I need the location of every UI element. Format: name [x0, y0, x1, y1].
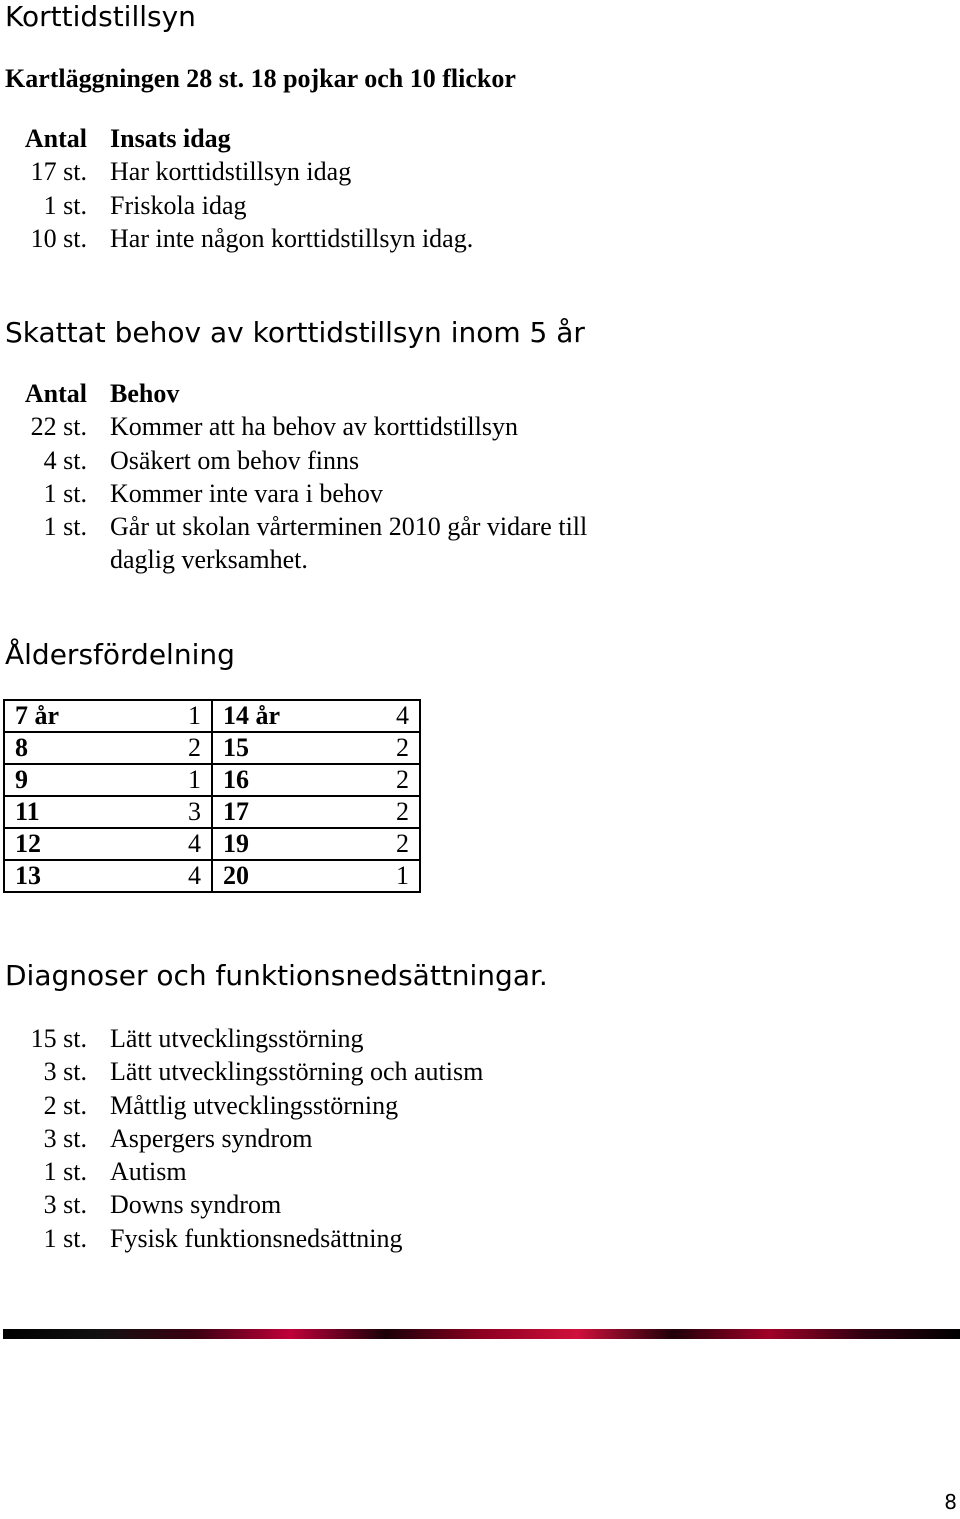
item-count: 2 st. — [43, 1090, 87, 1120]
item-count: 1 st. — [43, 1223, 87, 1253]
age-label: 7 år — [15, 701, 60, 730]
table-row — [4, 860, 420, 892]
item-text: Friskola idag — [110, 190, 247, 220]
column-header-count: Antal — [24, 124, 87, 153]
footer-divider — [3, 1329, 960, 1339]
age-count: 4 — [396, 701, 409, 730]
table-row — [4, 764, 420, 796]
item-text: Fysisk funktionsnedsättning — [110, 1223, 403, 1253]
item-text: Har inte någon korttidstillsyn idag. — [110, 223, 474, 253]
item-count: 1 st. — [43, 478, 87, 508]
heading-estimated-need: Skattat behov av korttidstillsyn inom 5 år — [5, 316, 585, 349]
survey-summary: Kartläggningen 28 st. 18 pojkar och 10 flickor — [5, 64, 516, 93]
column-header-need: Behov — [110, 379, 180, 408]
age-label: 17 — [223, 797, 249, 826]
table-row — [4, 828, 420, 860]
item-count: 22 st. — [30, 412, 87, 442]
age-label: 12 — [15, 829, 41, 858]
table-cell — [4, 700, 212, 732]
item-text: Har korttidstillsyn idag — [110, 157, 352, 187]
item-text: Lätt utvecklingsstörning — [110, 1024, 364, 1053]
table-row — [4, 796, 420, 828]
item-count: 10 st. — [30, 223, 87, 253]
table-cell — [4, 732, 212, 764]
age-label: 13 — [15, 861, 41, 890]
table-cell — [212, 860, 420, 892]
item-count: 15 st. — [30, 1024, 87, 1053]
item-count: 3 st. — [43, 1123, 87, 1153]
item-text: Går ut skolan vårterminen 2010 går vidare till daglig verksamhet. — [110, 512, 588, 575]
item-text: Kommer inte vara i behov — [110, 478, 383, 508]
item-count: 3 st. — [43, 1190, 87, 1220]
age-label: 11 — [15, 797, 40, 826]
age-count: 1 — [188, 765, 201, 794]
age-label: 15 — [223, 733, 249, 762]
table-cell — [212, 732, 420, 764]
item-text: Downs syndrom — [110, 1190, 282, 1220]
page-number: 8 — [944, 1490, 957, 1514]
age-label: 14 år — [223, 701, 281, 730]
age-count: 2 — [396, 733, 409, 762]
table-cell — [4, 860, 212, 892]
age-count: 3 — [188, 797, 201, 826]
item-text: Kommer att ha behov av korttidstillsyn — [110, 412, 518, 442]
item-count: 4 st. — [43, 445, 87, 475]
age-label: 19 — [223, 829, 249, 858]
item-text: Måttlig utvecklingsstörning — [110, 1090, 399, 1120]
table-cell — [4, 828, 212, 860]
item-text: Osäkert om behov finns — [110, 445, 360, 475]
item-count: 3 st. — [43, 1057, 87, 1087]
heading-diagnoses: Diagnoser och funktionsnedsättningar. — [5, 959, 548, 992]
age-count: 1 — [396, 861, 409, 890]
table-cell — [4, 764, 212, 796]
table-cell — [212, 796, 420, 828]
age-label: 8 — [15, 733, 28, 762]
table-row — [4, 732, 420, 764]
age-count: 4 — [188, 829, 201, 858]
age-count: 4 — [188, 861, 201, 890]
item-count: 1 st. — [43, 1157, 87, 1187]
age-count: 1 — [188, 701, 201, 730]
age-count: 2 — [396, 765, 409, 794]
table-cell — [212, 700, 420, 732]
heading-age-distribution: Åldersfördelning — [5, 638, 235, 671]
age-distribution-table — [3, 699, 421, 893]
column-header-count: Antal — [24, 379, 87, 408]
table-row — [4, 700, 420, 732]
table-cell — [212, 828, 420, 860]
age-label: 9 — [15, 765, 28, 794]
item-text: Autism — [110, 1157, 187, 1187]
heading-korttidstillsyn: Korttidstillsyn — [5, 0, 196, 33]
age-label: 20 — [223, 861, 249, 890]
item-count: 1 st. — [43, 512, 87, 542]
item-count: 1 st. — [43, 190, 87, 220]
column-header-support: Insats idag — [110, 124, 231, 153]
item-count: 17 st. — [30, 157, 87, 187]
item-text: Lätt utvecklingsstörning och autism — [110, 1057, 484, 1087]
age-count: 2 — [396, 797, 409, 826]
table-cell — [4, 796, 212, 828]
item-text: Aspergers syndrom — [110, 1123, 313, 1153]
table-cell — [212, 764, 420, 796]
age-label: 16 — [223, 765, 249, 794]
age-count: 2 — [188, 733, 201, 762]
age-count: 2 — [396, 829, 409, 858]
